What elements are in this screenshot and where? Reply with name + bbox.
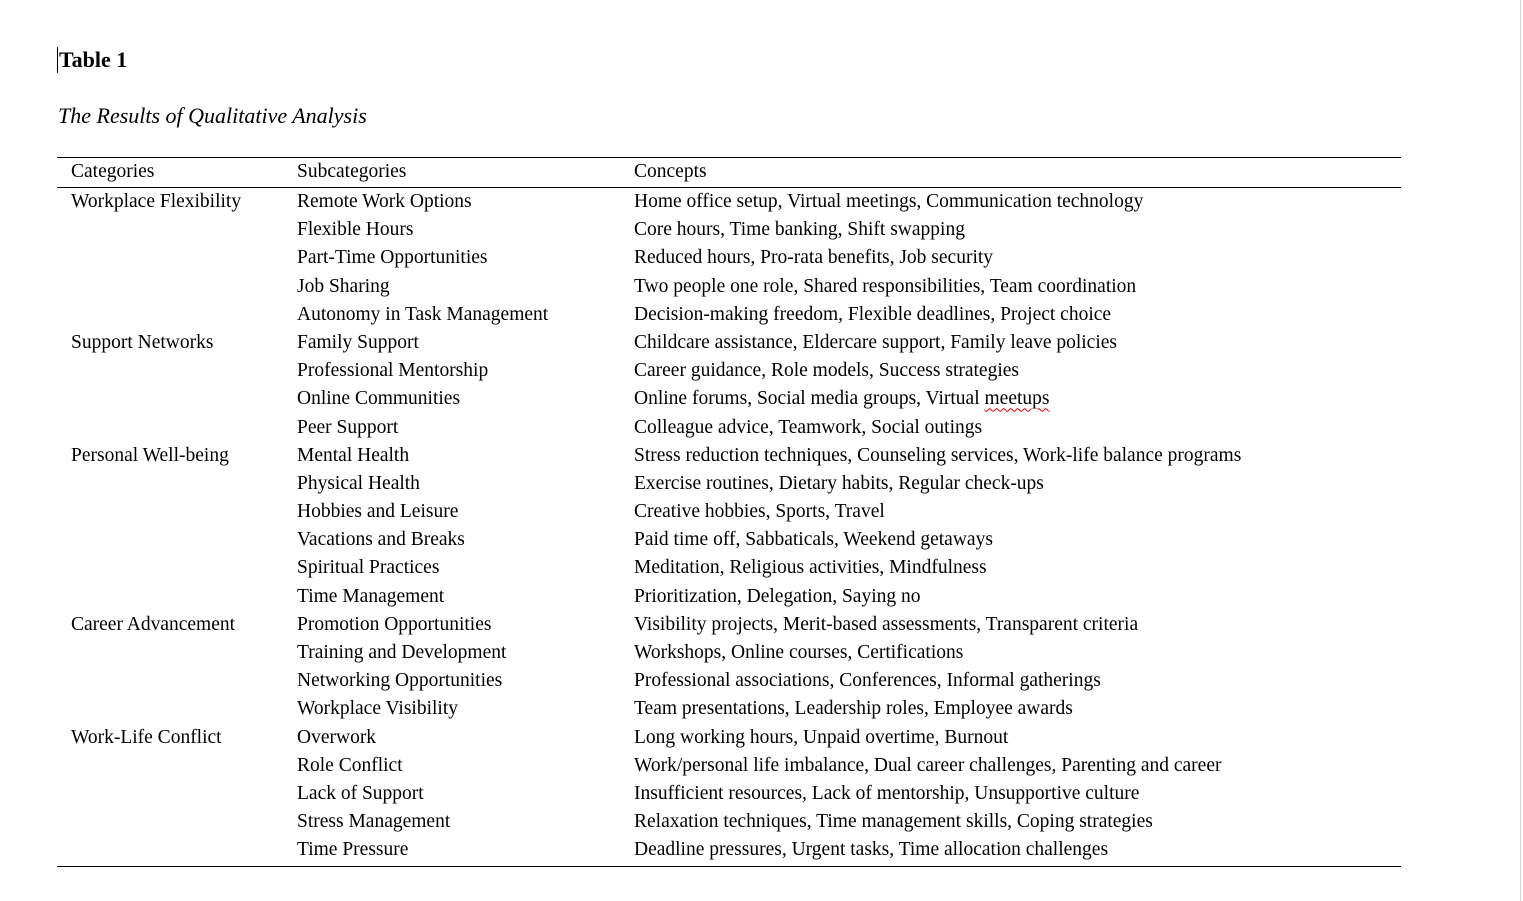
- subcategory-cell[interactable]: Remote Work Options: [297, 191, 472, 212]
- concepts-cell[interactable]: Colleague advice, Teamwork, Social outings: [634, 416, 983, 438]
- table-row: [57, 696, 1401, 724]
- category-cell[interactable]: [57, 837, 297, 866]
- subcategory-cell[interactable]: Job Sharing: [297, 275, 390, 297]
- category-cell[interactable]: [57, 302, 297, 330]
- concepts-cell[interactable]: Exercise routines, Dietary habits, Regular check-ups: [634, 472, 1044, 494]
- concepts-cell[interactable]: Deadline pressures, Urgent tasks, Time allocation challenges: [634, 839, 1109, 861]
- concepts-cell[interactable]: Childcare assistance, Eldercare support, Family leave policies: [634, 331, 1117, 353]
- table-row: [57, 837, 1401, 866]
- subcategory-cell[interactable]: Time Management: [297, 585, 445, 607]
- subcategory-cell[interactable]: Spiritual Practices: [297, 557, 440, 579]
- concepts-cell[interactable]: Home office setup, Virtual meetings, Communication technology: [634, 191, 1144, 212]
- table-row: [57, 471, 1401, 499]
- subcategory-cell[interactable]: Professional Mentorship: [297, 360, 489, 382]
- table-row: [57, 640, 1401, 668]
- subcategory-cell[interactable]: Networking Opportunities: [297, 670, 503, 692]
- table-row: [57, 330, 1401, 358]
- category-cell[interactable]: [57, 809, 297, 837]
- text-cursor: [57, 47, 58, 73]
- header-subcategories[interactable]: Subcategories: [297, 161, 407, 182]
- category-cell[interactable]: Workplace Flexibility: [71, 191, 242, 212]
- concepts-cell[interactable]: Team presentations, Leadership roles, Employee awards: [634, 698, 1073, 720]
- subcategory-cell[interactable]: Peer Support: [297, 416, 399, 438]
- subcategory-cell[interactable]: Role Conflict: [297, 754, 403, 776]
- concepts-text: Online forums, Social media groups, Virtual: [634, 388, 985, 410]
- subcategory-cell[interactable]: Workplace Visibility: [297, 698, 458, 720]
- category-cell[interactable]: [57, 274, 297, 302]
- table-row: [57, 584, 1401, 612]
- category-cell[interactable]: [57, 696, 297, 724]
- concepts-cell[interactable]: Paid time off, Sabbaticals, Weekend getaways: [634, 529, 993, 551]
- subcategory-cell[interactable]: Online Communities: [297, 388, 461, 410]
- concepts-cell[interactable]: Reduced hours, Pro-rata benefits, Job security: [634, 247, 994, 269]
- category-cell[interactable]: Career Advancement: [71, 613, 236, 635]
- concepts-cell[interactable]: Meditation, Religious activities, Mindfulness: [634, 557, 987, 579]
- category-cell[interactable]: [57, 753, 297, 781]
- table-row: [57, 527, 1401, 555]
- subcategory-cell[interactable]: Mental Health: [297, 444, 410, 466]
- concepts-cell[interactable]: Visibility projects, Merit-based assessments, Transparent criteria: [634, 613, 1139, 635]
- table-row: [57, 245, 1401, 273]
- subcategory-cell[interactable]: Family Support: [297, 331, 419, 353]
- table-row: [57, 217, 1401, 245]
- table-row: [57, 386, 1401, 414]
- table-row: [57, 274, 1401, 302]
- subcategory-cell[interactable]: Part-Time Opportunities: [297, 247, 488, 269]
- concepts-cell[interactable]: Core hours, Time banking, Shift swapping: [634, 219, 965, 241]
- category-cell[interactable]: [57, 386, 297, 414]
- category-cell[interactable]: [57, 584, 297, 612]
- table-row: [57, 555, 1401, 583]
- table-row: [57, 612, 1401, 640]
- table-row: [57, 443, 1401, 471]
- concepts-cell[interactable]: Work/personal life imbalance, Dual career challenges, Parenting and career: [634, 754, 1222, 776]
- concepts-cell[interactable]: Long working hours, Unpaid overtime, Burnout: [634, 726, 1009, 748]
- category-cell[interactable]: [57, 668, 297, 696]
- concepts-cell[interactable]: Professional associations, Conferences, Informal gatherings: [634, 670, 1101, 692]
- category-cell[interactable]: [57, 358, 297, 386]
- table-row: [57, 668, 1401, 696]
- category-cell[interactable]: [57, 217, 297, 245]
- subcategory-cell[interactable]: Vacations and Breaks: [297, 529, 465, 551]
- table-header-row: [57, 158, 1401, 188]
- subcategory-cell[interactable]: Flexible Hours: [297, 219, 414, 241]
- category-cell[interactable]: [57, 781, 297, 809]
- header-concepts[interactable]: Concepts: [634, 161, 707, 182]
- table-row: [57, 415, 1401, 443]
- table-row: [57, 809, 1401, 837]
- subcategory-cell[interactable]: Lack of Support: [297, 782, 424, 804]
- category-cell[interactable]: [57, 471, 297, 499]
- subcategory-cell[interactable]: Time Pressure: [297, 839, 409, 861]
- spelling-flagged-word[interactable]: meetups: [984, 388, 1050, 410]
- category-cell[interactable]: [57, 415, 297, 443]
- table-row: [57, 499, 1401, 527]
- category-cell[interactable]: Work-Life Conflict: [71, 726, 222, 748]
- table-row: [57, 302, 1401, 330]
- table-row: [57, 358, 1401, 386]
- header-categories[interactable]: Categories: [71, 161, 155, 182]
- category-cell[interactable]: [57, 640, 297, 668]
- concepts-cell[interactable]: Relaxation techniques, Time management skills, Coping strategies: [634, 811, 1153, 833]
- table-row: [57, 725, 1401, 753]
- category-cell[interactable]: [57, 245, 297, 273]
- subcategory-cell[interactable]: Autonomy in Task Management: [297, 303, 549, 325]
- category-cell[interactable]: [57, 499, 297, 527]
- table-caption[interactable]: The Results of Qualitative Analysis: [58, 103, 367, 128]
- concepts-cell[interactable]: Creative hobbies, Sports, Travel: [634, 501, 885, 523]
- subcategory-cell[interactable]: Promotion Opportunities: [297, 613, 492, 635]
- subcategory-cell[interactable]: Physical Health: [297, 472, 420, 494]
- table-row: [57, 188, 1401, 218]
- subcategory-cell[interactable]: Overwork: [297, 726, 377, 748]
- concepts-cell[interactable]: Prioritization, Delegation, Saying no: [634, 585, 921, 607]
- page-edge: [1520, 0, 1521, 901]
- results-table[interactable]: [57, 157, 1401, 867]
- category-cell[interactable]: Personal Well-being: [71, 444, 229, 466]
- concepts-cell[interactable]: Stress reduction techniques, Counseling services, Work-life balance programs: [634, 444, 1242, 466]
- subcategory-cell[interactable]: Training and Development: [297, 642, 507, 663]
- category-cell[interactable]: Support Networks: [71, 331, 214, 353]
- concepts-cell[interactable]: Two people one role, Shared responsibilities, Team coordination: [634, 275, 1137, 297]
- concepts-cell[interactable]: [634, 386, 1401, 414]
- concepts-cell[interactable]: Workshops, Online courses, Certifications: [634, 642, 964, 663]
- subcategory-cell[interactable]: Stress Management: [297, 811, 451, 833]
- table-label[interactable]: Table 1: [59, 47, 128, 72]
- category-cell[interactable]: [57, 527, 297, 555]
- concepts-cell[interactable]: Career guidance, Role models, Success strategies: [634, 360, 1020, 382]
- table-row: [57, 753, 1401, 781]
- table-row: [57, 781, 1401, 809]
- category-cell[interactable]: [57, 555, 297, 583]
- concepts-cell[interactable]: Insufficient resources, Lack of mentorship, Unsupportive culture: [634, 782, 1140, 804]
- subcategory-cell[interactable]: Hobbies and Leisure: [297, 501, 459, 523]
- concepts-cell[interactable]: Decision-making freedom, Flexible deadlines, Project choice: [634, 303, 1112, 325]
